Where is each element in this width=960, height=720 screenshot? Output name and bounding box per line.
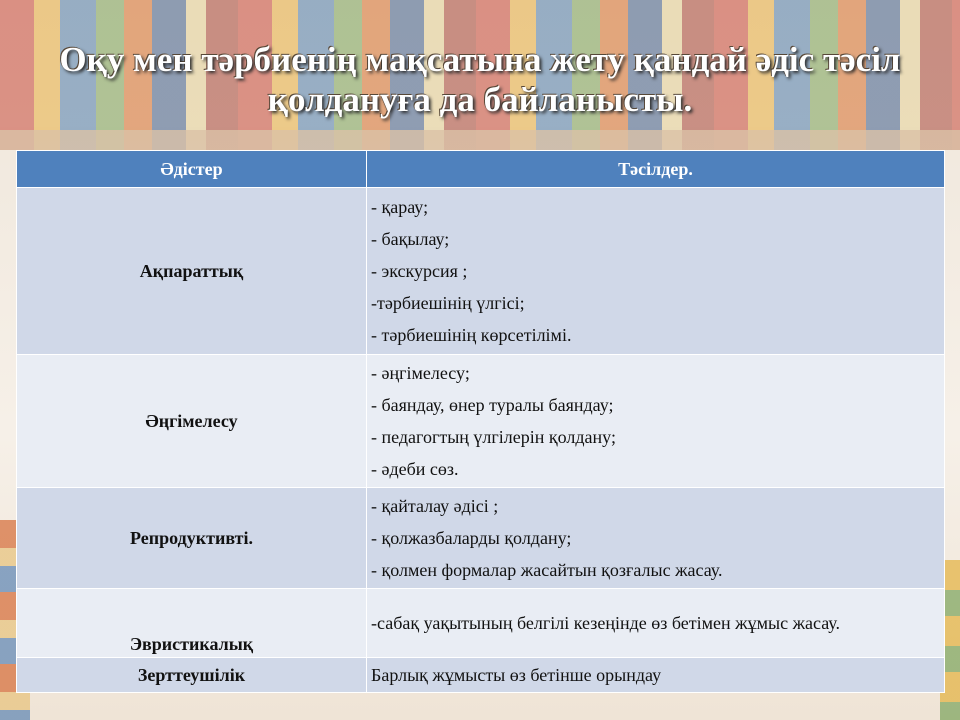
table-row (17, 658, 945, 693)
techniques-cell (367, 188, 945, 355)
technique-item: - қарау; (371, 197, 429, 217)
method-cell (17, 589, 367, 658)
method-label: Эвристикалық (129, 634, 254, 654)
slide-title: Оқу мен тәрбиенің мақсатына жету қандай әдіс тәсіл қолдануға да байланысты. (59, 40, 901, 119)
technique-item: Барлық жұмысты өз бетінше орындау (371, 665, 662, 685)
method-label: Ақпараттық (139, 260, 244, 281)
header-methods: Әдістер (17, 151, 367, 188)
method-cell (17, 355, 367, 488)
header-techniques: Тәсілдер. (367, 151, 945, 188)
technique-item: - баяндау, өнер туралы баяндау; (371, 395, 614, 415)
technique-item: - экскурсия ; (371, 261, 468, 281)
technique-item: - педагогтың үлгілерін қолдану; (371, 427, 616, 447)
table-row (17, 589, 945, 658)
technique-item: - қолжазбаларды қолдану; (371, 528, 572, 548)
methods-table-container (16, 150, 944, 693)
method-label: Репродуктивті. (130, 527, 253, 548)
technique-item: -тәрбиешінің үлгісі; (371, 293, 525, 313)
technique-item: - әңгімелесу; (371, 363, 470, 383)
technique-item: - тәрбиешінің көрсетілімі. (371, 325, 572, 345)
technique-item: - қолмен формалар жасайтын қозғалыс жасау. (371, 560, 723, 580)
technique-item: - бақылау; (371, 229, 450, 249)
techniques-cell (367, 589, 945, 658)
method-cell (17, 658, 367, 693)
techniques-cell (367, 658, 945, 693)
techniques-cell (367, 355, 945, 488)
techniques-cell (367, 488, 945, 589)
method-cell (17, 188, 367, 355)
method-label: Зерттеушілік (137, 664, 246, 685)
table-row (17, 188, 945, 355)
technique-item: - әдеби сөз. (371, 459, 459, 479)
method-label: Әңгімелесу (145, 410, 238, 431)
technique-item: - қайталау әдісі ; (371, 496, 499, 516)
technique-item: -сабақ уақытының белгілі кезеңінде өз бетімен жұмыс жасау. (371, 613, 840, 633)
table-row (17, 488, 945, 589)
table-header-row (17, 151, 945, 188)
method-cell (17, 488, 367, 589)
methods-table (16, 150, 945, 693)
table-row (17, 355, 945, 488)
